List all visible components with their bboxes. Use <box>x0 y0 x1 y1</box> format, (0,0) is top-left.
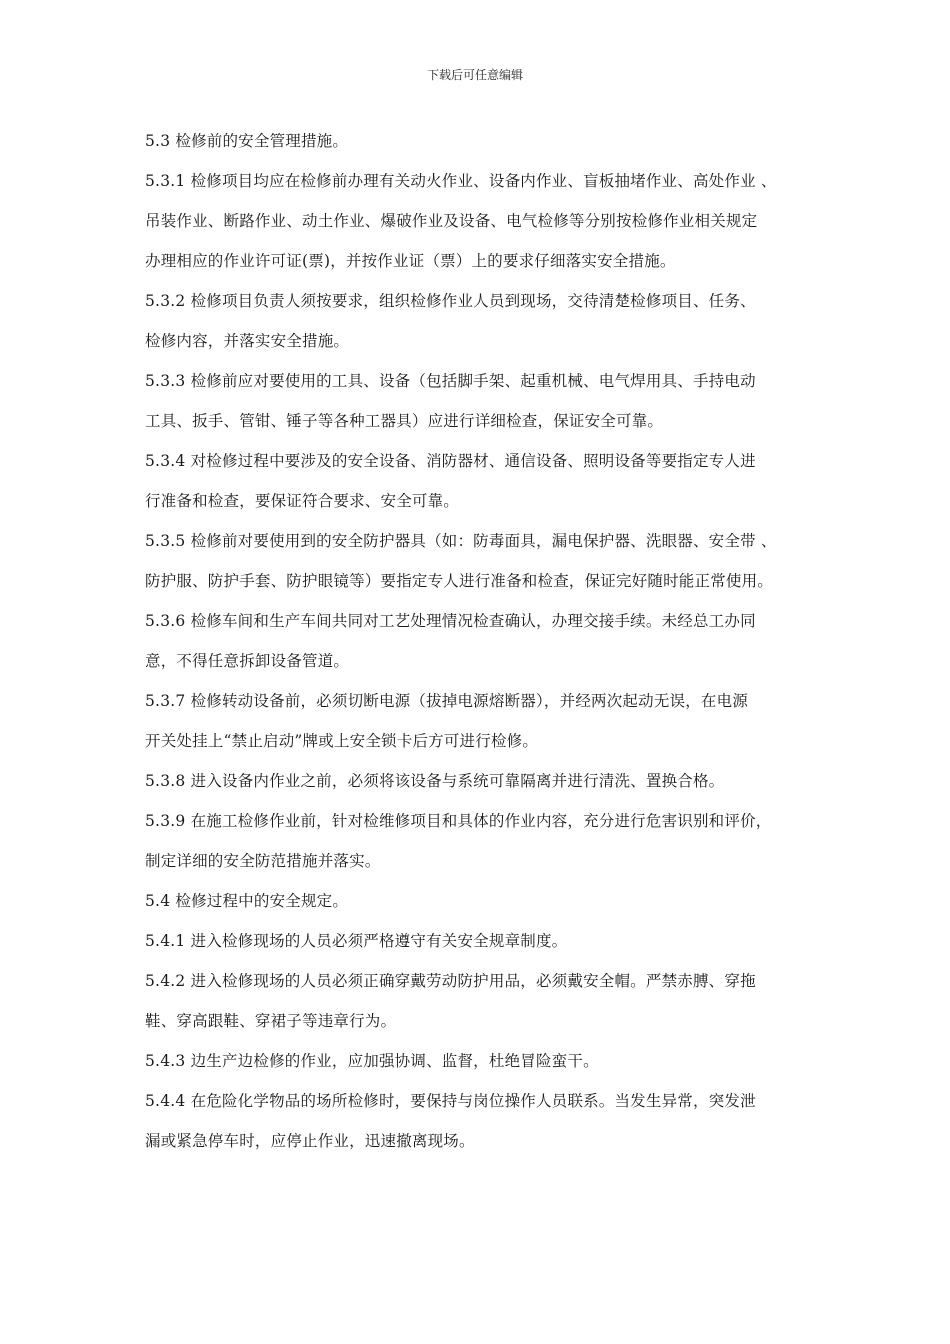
text-line: 开关处挂上“禁止启动”牌或上安全锁卡后方可进行检修。 <box>145 732 539 750</box>
text-line: 漏或紧急停车时，应停止作业，迅速撤离现场。 <box>145 1132 475 1150</box>
text-line: 5.4.2 进入检修现场的人员必须正确穿戴劳动防护用品，必须戴安全帽。严禁赤膊、穿拖 <box>145 972 756 990</box>
clause-5-3-4 <box>145 441 821 521</box>
text-line: 5.4.4 在危险化学物品的场所检修时，要保持与岗位操作人员联系。当发生异常，突发泄 <box>145 1092 756 1110</box>
text-line: 意，不得任意拆卸设备管道。 <box>145 652 350 670</box>
document-body <box>145 121 821 1161</box>
text-line: 5.3.8 进入设备内作业之前，必须将该设备与系统可靠隔离并进行清洗、置换合格。 <box>145 772 725 790</box>
text-line: 5.3.3 检修前应对要使用的工具、设备（包括脚手架、起重机械、电气焊用具、手持电动 <box>145 372 756 390</box>
text-line: 5.4.3 边生产边检修的作业，应加强协调、监督，杜绝冒险蛮干。 <box>145 1052 599 1070</box>
page-header: 下载后可任意编辑 <box>426 68 523 82</box>
text-line: 工具、扳手、管钳、锤子等各种工器具）应进行详细检查，保证安全可靠。 <box>145 412 664 430</box>
clause-5-3-6 <box>145 601 821 681</box>
text-line: 制定详细的安全防范措施并落实。 <box>145 852 381 870</box>
text-line: 鞋、穿高跟鞋、穿裙子等违章行为。 <box>145 1012 397 1030</box>
heading-5-3 <box>145 121 821 161</box>
clause-5-3-3 <box>145 361 821 441</box>
text-line: 办理相应的作业许可证(票)，并按作业证（票）上的要求仔细落实安全措施。 <box>145 252 676 270</box>
clause-5-3-2 <box>145 281 821 361</box>
clause-5-3-1 <box>145 161 821 281</box>
text-line: 5.3.9 在施工检修作业前，针对检维修项目和具体的作业内容，充分进行危害识别和评价， <box>145 812 772 830</box>
text-line: 5.3.7 检修转动设备前，必须切断电源（拔掉电源熔断器），并经两次起动无误，在电源 <box>145 692 749 710</box>
text-line: 检修内容，并落实安全措施。 <box>145 332 350 350</box>
clause-5-4-2 <box>145 961 821 1041</box>
text-line: 5.3 检修前的安全管理措施。 <box>145 132 349 150</box>
clause-5-4-1 <box>145 921 821 961</box>
clause-5-3-7 <box>145 681 821 761</box>
text-line: 防护服、防护手套、防护眼镜等）要指定专人进行准备和检查，保证完好随时能正常使用。 <box>145 572 774 590</box>
clause-5-3-8 <box>145 761 821 801</box>
text-line: 5.3.6 检修车间和生产车间共同对工艺处理情况检查确认，办理交接手续。未经总工办同 <box>145 612 756 630</box>
text-line: 5.3.4 对检修过程中要涉及的安全设备、消防器材、通信设备、照明设备等要指定专人进 <box>145 452 756 470</box>
text-line: 5.4.1 进入检修现场的人员必须严格遵守有关安全规章制度。 <box>145 932 568 950</box>
clause-5-4-4 <box>145 1081 821 1161</box>
text-line: 5.4 检修过程中的安全规定。 <box>145 892 349 910</box>
clause-5-3-9 <box>145 801 821 881</box>
text-line: 5.3.5 检修前对要使用到的安全防护器具（如：防毒面具，漏电保护器、洗眼器、安全带 、 <box>145 532 777 550</box>
heading-5-4 <box>145 881 821 921</box>
clause-5-3-5 <box>145 521 821 601</box>
text-line: 吊装作业、断路作业、动土作业、爆破作业及设备、电气检修等分别按检修作业相关规定 <box>145 212 758 230</box>
clause-5-4-3 <box>145 1041 821 1081</box>
text-line: 5.3.1 检修项目均应在检修前办理有关动火作业、设备内作业、盲板抽堵作业、高处作业 、 <box>145 172 777 190</box>
text-line: 5.3.2 检修项目负责人须按要求，组织检修作业人员到现场，交待清楚检修项目、任务、 <box>145 292 756 310</box>
text-line: 行准备和检查，要保证符合要求、安全可靠。 <box>145 492 460 510</box>
